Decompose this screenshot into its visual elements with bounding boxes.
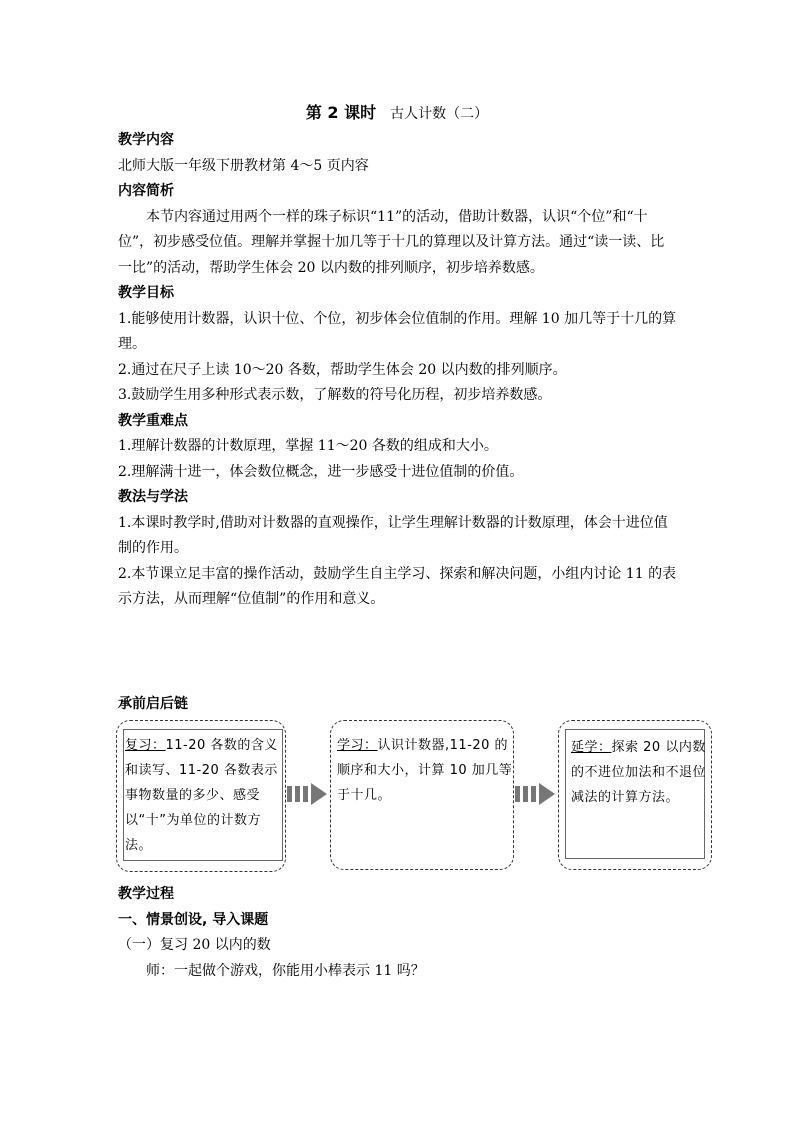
lesson-title-sub: 古人计数（二） — [390, 106, 489, 122]
extend-box — [558, 720, 712, 870]
learn-label: 学习： — [337, 738, 378, 753]
review-label: 复习： — [125, 738, 166, 753]
key-item: 1.理解计数器的计数原理，掌握 11～20 各数的组成和大小。 — [118, 438, 498, 454]
heading-content: 教学内容 — [118, 132, 174, 148]
lesson-title — [0, 100, 794, 123]
review-content — [125, 733, 279, 858]
extend-label: 延学： — [571, 740, 612, 755]
learn-box — [330, 720, 514, 870]
heading-methods: 教法与学法 — [118, 489, 188, 505]
process-step-1: 一、情景创设, 导入课题 — [118, 911, 269, 928]
review-text: 11-20 各数的含义和读写、11-20 各数表示事物数量的多少、感受以“十”为单位的计数方法。 — [125, 738, 278, 853]
method-item: 2.本节课立足丰富的操作活动，鼓励学生自主学习、探索和解决问题，小组内讨论 11 的表示方法，从而理解“位值制”的作用和意义。 — [118, 565, 677, 607]
brief-text: 本节内容通过用两个一样的珠子标识“11”的活动，借助计数器，认识“个位”和“十位”，初步感受位值。理解并掌握十加几等于十几的算理以及计算方法。通过“读一读、比一比”的活动，帮助学生体会 20 以内数的排列顺序，初步培养数感。 — [118, 208, 665, 276]
goal-item: 3.鼓励学生用多种形式表示数，了解数的符号化历程，初步培养数感。 — [118, 387, 552, 403]
chain-title: 承前启后链 — [118, 696, 188, 712]
process-line-1: 师：一起做个游戏，你能用小棒表示 11 吗？ — [146, 962, 425, 979]
heading-key-points: 教学重难点 — [118, 412, 188, 429]
heading-goals: 教学目标 — [118, 285, 174, 301]
learn-text: 认识计数器,11-20 的顺序和大小，计算 10 加几等于十几。 — [337, 738, 513, 803]
heading-process: 教学过程 — [118, 886, 174, 902]
goal-item: 1.能够使用计数器，认识十位、个位，初步体会位值制的作用。理解 10 加几等于十几的算理。 — [118, 310, 677, 352]
lesson-body — [118, 128, 678, 613]
heading-brief: 内容简析 — [118, 183, 174, 199]
learn-content — [337, 733, 513, 808]
process-sub-1: （一）复习 20 以内的数 — [118, 937, 271, 953]
arrow-right-icon — [515, 783, 555, 805]
lesson-title-main: 第 2 课时 — [305, 103, 377, 122]
extend-text: 探索 20 以内数的不进位加法和不退位减法的计算方法。 — [571, 740, 707, 805]
arrow-right-icon — [287, 783, 327, 805]
method-item: 1.本课时教学时,借助对计数器的直观操作，让学生理解计数器的计数原理，体会十进位值制的作用。 — [118, 514, 668, 556]
extend-content — [571, 735, 709, 810]
review-box — [116, 720, 286, 872]
teaching-process — [118, 882, 678, 984]
content-text: 北师大版一年级下册教材第 4～5 页内容 — [118, 157, 369, 174]
goal-item: 2.通过在尺子上读 10～20 各数，帮助学生体会 20 以内数的排列顺序。 — [118, 361, 567, 378]
key-item: 2.理解满十进一，体会数位概念，进一步感受十进位值制的价值。 — [118, 463, 524, 480]
